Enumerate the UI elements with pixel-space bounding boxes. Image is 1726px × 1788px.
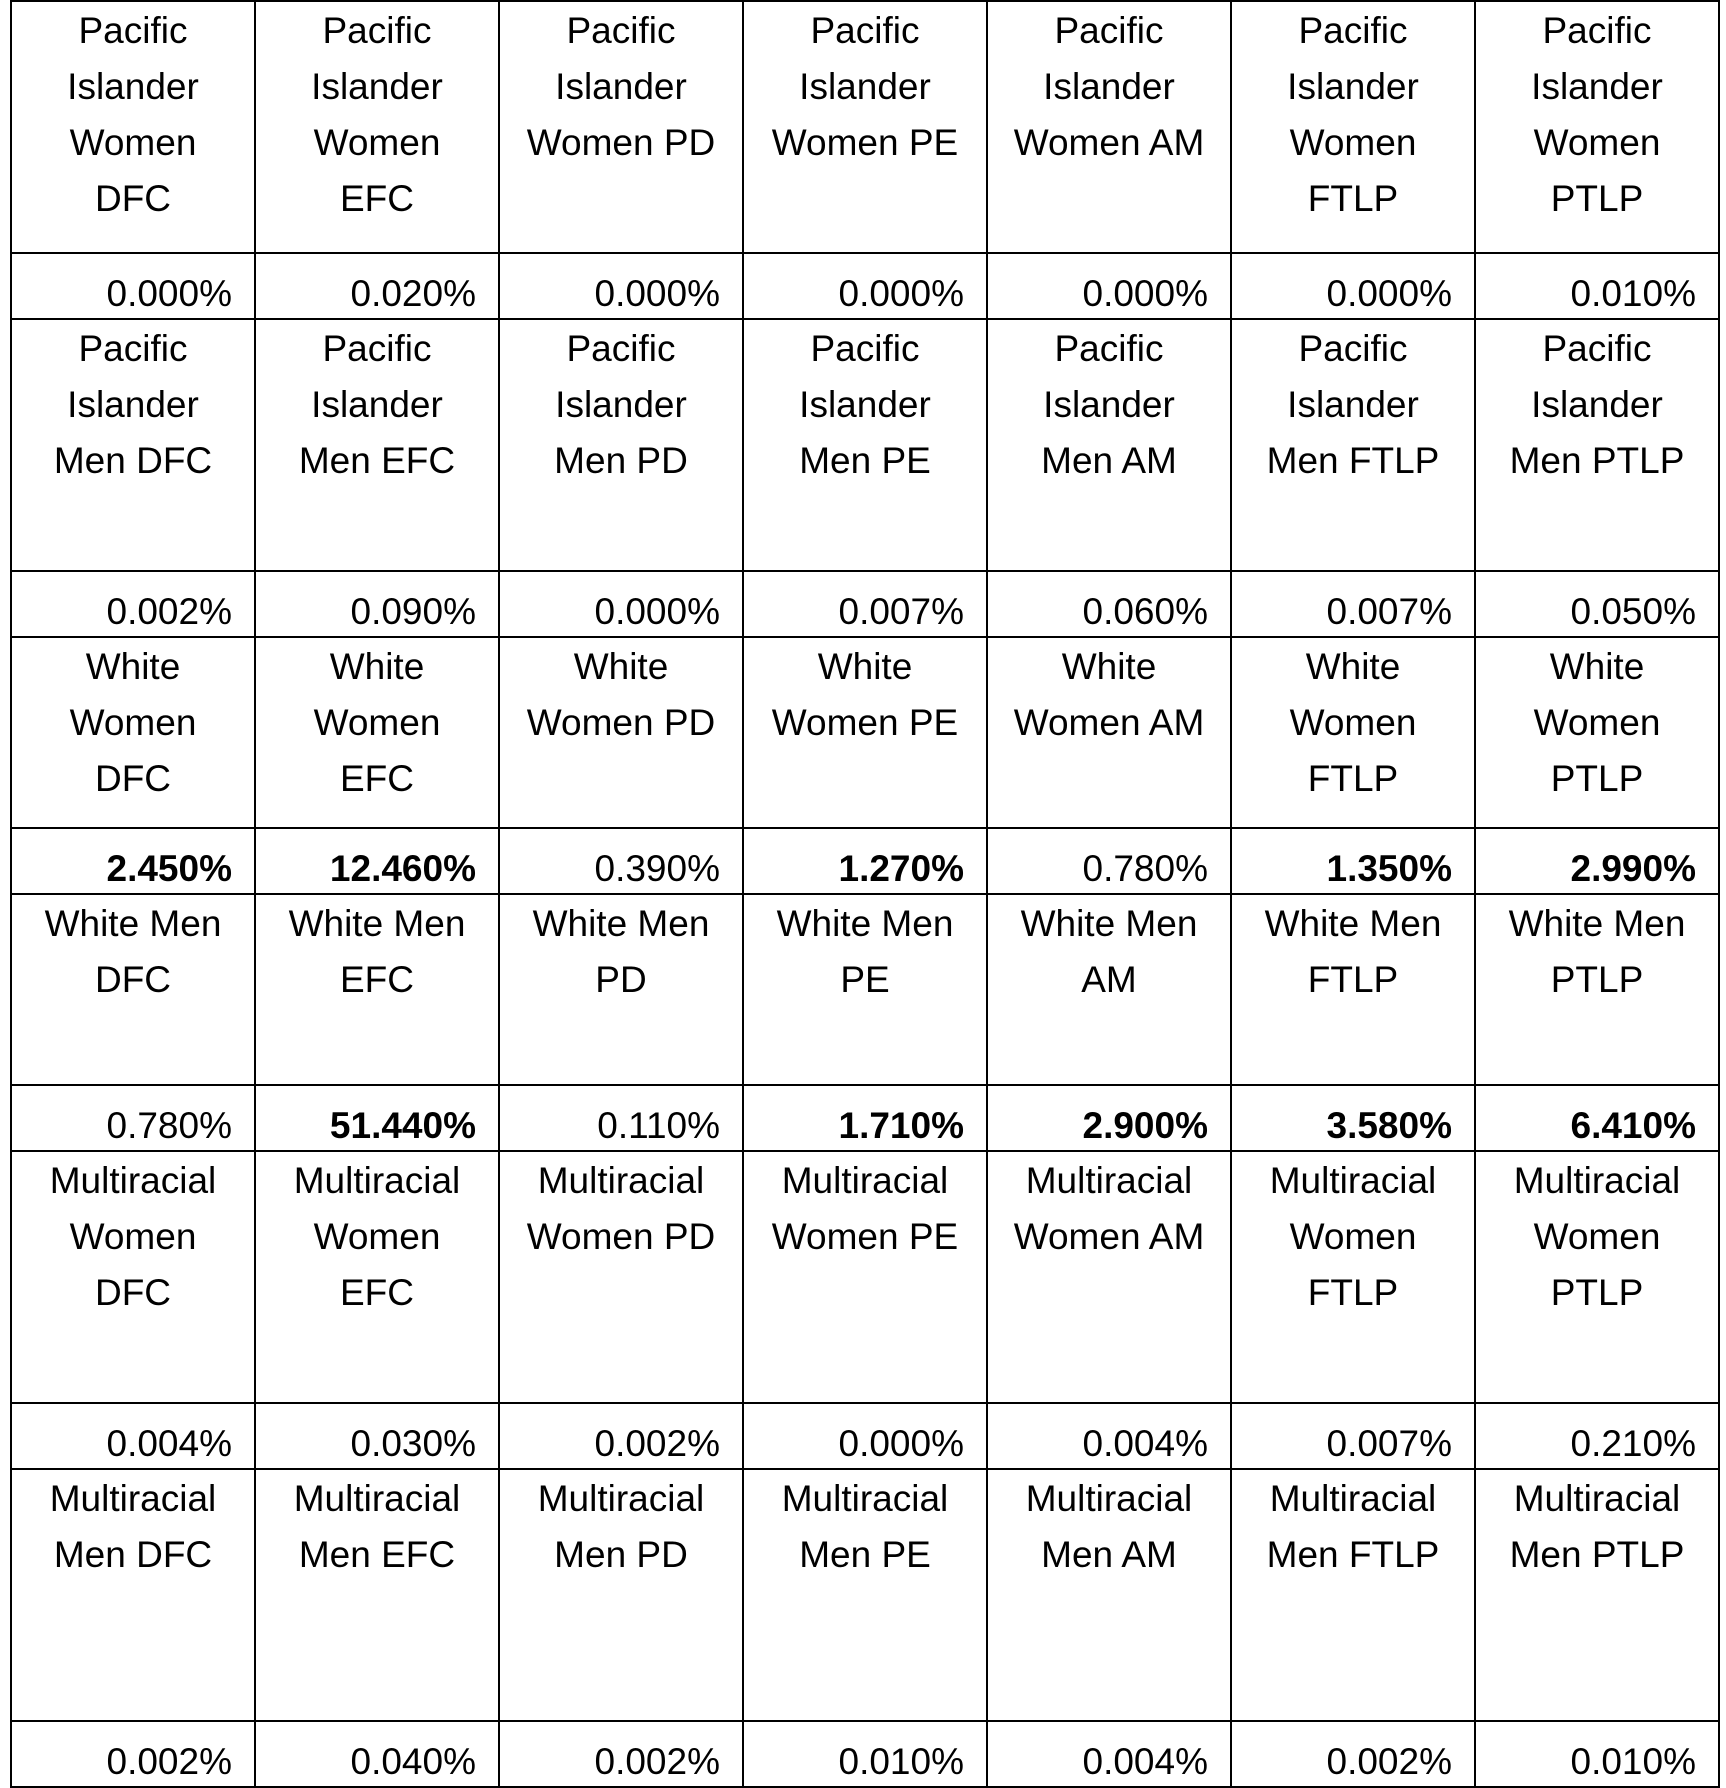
header-cell [255,1,499,253]
value-row [11,1403,1719,1469]
header-cell [11,1,255,253]
header-row [11,319,1719,571]
value-cell: 3.580% [1231,1085,1475,1151]
header-label: Multiracial Men PTLP [1509,1478,1685,1575]
value-cell: 0.000% [11,253,255,319]
header-cell [499,1469,743,1721]
header-label: Multiracial Women DFC [49,1160,217,1313]
value-cell: 0.002% [11,1721,255,1787]
value-cell: 0.010% [1475,1721,1719,1787]
header-label: Pacific Islander Men DFC [53,328,213,481]
header-cell [1231,637,1475,828]
header-row [11,1469,1719,1721]
header-cell [11,637,255,828]
value-cell: 0.007% [1231,1403,1475,1469]
header-label: Pacific Islander Women PTLP [1531,10,1663,219]
header-cell [987,1151,1231,1403]
header-label: White Men PE [776,903,954,1000]
header-label: Pacific Islander Men EFC [298,328,456,481]
header-label: Multiracial Men PE [781,1478,949,1575]
value-row [11,1085,1719,1151]
value-row [11,253,1719,319]
header-label: White Men AM [1020,903,1198,1000]
header-label: Pacific Islander Men PE [799,328,931,481]
header-label: Pacific Islander Men PTLP [1509,328,1685,481]
value-cell: 0.004% [11,1403,255,1469]
value-row [11,828,1719,894]
header-cell [1231,1469,1475,1721]
header-cell [255,1469,499,1721]
header-cell [499,637,743,828]
value-cell: 0.780% [11,1085,255,1151]
header-cell [11,319,255,571]
header-cell [1231,1151,1475,1403]
value-cell: 0.002% [11,571,255,637]
value-cell: 0.060% [987,571,1231,637]
header-cell [743,894,987,1085]
header-label: White Women DFC [69,646,197,799]
value-cell: 0.004% [987,1721,1231,1787]
header-cell [987,319,1231,571]
header-cell [743,1469,987,1721]
header-label: White Women PE [771,646,959,743]
value-cell: 0.000% [1231,253,1475,319]
header-cell [987,637,1231,828]
header-label: White Women FTLP [1289,646,1417,799]
header-label: White Women PTLP [1533,646,1661,799]
value-cell: 0.000% [743,253,987,319]
value-cell: 51.440% [255,1085,499,1151]
header-cell [499,319,743,571]
value-cell: 0.000% [987,253,1231,319]
header-label: Pacific Islander Women PE [771,10,959,163]
value-cell: 0.210% [1475,1403,1719,1469]
header-label: Pacific Islander Men AM [1041,328,1177,481]
header-cell [743,319,987,571]
value-cell: 0.010% [1475,253,1719,319]
value-cell: 0.004% [987,1403,1231,1469]
header-cell [255,637,499,828]
table-body [11,1,1719,1787]
value-cell: 0.007% [1231,571,1475,637]
header-label: White Men FTLP [1264,903,1442,1000]
value-cell: 0.000% [499,253,743,319]
value-cell: 0.030% [255,1403,499,1469]
header-label: Multiracial Men DFC [49,1478,217,1575]
header-label: Pacific Islander Women AM [1013,10,1205,163]
header-cell [255,1151,499,1403]
header-label: Pacific Islander Men PD [554,328,688,481]
header-cell [1475,1151,1719,1403]
header-label: Pacific Islander Men FTLP [1266,328,1440,481]
header-cell [11,1151,255,1403]
value-row [11,571,1719,637]
value-cell: 1.350% [1231,828,1475,894]
header-cell [499,1151,743,1403]
value-cell: 0.002% [499,1403,743,1469]
value-cell: 0.000% [743,1403,987,1469]
value-cell: 0.010% [743,1721,987,1787]
header-label: White Women PD [526,646,716,743]
value-cell: 0.000% [499,571,743,637]
value-cell: 0.090% [255,571,499,637]
value-cell: 2.450% [11,828,255,894]
header-cell [11,894,255,1085]
header-cell [1475,894,1719,1085]
value-cell: 0.390% [499,828,743,894]
value-cell: 1.270% [743,828,987,894]
header-cell [499,1,743,253]
header-cell [743,637,987,828]
header-label: Multiracial Men EFC [293,1478,461,1575]
header-label: White Men EFC [288,903,466,1000]
value-cell: 0.040% [255,1721,499,1787]
value-cell: 0.007% [743,571,987,637]
value-cell: 0.780% [987,828,1231,894]
header-label: Multiracial Men PD [537,1478,705,1575]
header-label: White Men PTLP [1508,903,1686,1000]
header-label: White Men PD [532,903,710,1000]
header-label: Multiracial Women AM [1013,1160,1205,1257]
value-cell: 6.410% [1475,1085,1719,1151]
header-label: Multiracial Women PD [526,1160,716,1257]
value-cell: 0.110% [499,1085,743,1151]
header-row [11,894,1719,1085]
header-label: White Women AM [1013,646,1205,743]
header-cell [743,1,987,253]
header-cell [1475,319,1719,571]
header-cell [1475,1469,1719,1721]
value-cell: 2.990% [1475,828,1719,894]
header-label: Multiracial Women PE [771,1160,959,1257]
value-cell: 0.002% [499,1721,743,1787]
value-cell: 0.020% [255,253,499,319]
value-cell: 0.002% [1231,1721,1475,1787]
value-cell: 2.900% [987,1085,1231,1151]
header-row [11,1,1719,253]
header-cell [1231,894,1475,1085]
value-cell: 0.050% [1475,571,1719,637]
header-label: Multiracial Men AM [1025,1478,1193,1575]
header-row [11,1151,1719,1403]
header-label: Multiracial Women FTLP [1269,1160,1437,1313]
header-cell [743,1151,987,1403]
header-label: Pacific Islander Women EFC [311,10,443,219]
header-label: Pacific Islander Women FTLP [1287,10,1419,219]
header-label: White Women EFC [313,646,441,799]
data-table [10,0,1720,1788]
header-cell [255,319,499,571]
header-cell [1231,1,1475,253]
value-cell: 1.710% [743,1085,987,1151]
header-cell [987,1469,1231,1721]
header-cell [1475,1,1719,253]
header-label: Pacific Islander Women PD [526,10,716,163]
header-cell [1475,637,1719,828]
header-label: White Men DFC [44,903,222,1000]
header-cell [1231,319,1475,571]
value-cell: 12.460% [255,828,499,894]
header-label: Multiracial Women EFC [293,1160,461,1313]
header-cell [499,894,743,1085]
header-cell [255,894,499,1085]
header-cell [11,1469,255,1721]
value-row [11,1721,1719,1787]
header-cell [987,1,1231,253]
header-label: Pacific Islander Women DFC [67,10,199,219]
header-cell [987,894,1231,1085]
header-label: Multiracial Men FTLP [1266,1478,1440,1575]
header-row [11,637,1719,828]
header-label: Multiracial Women PTLP [1513,1160,1681,1313]
